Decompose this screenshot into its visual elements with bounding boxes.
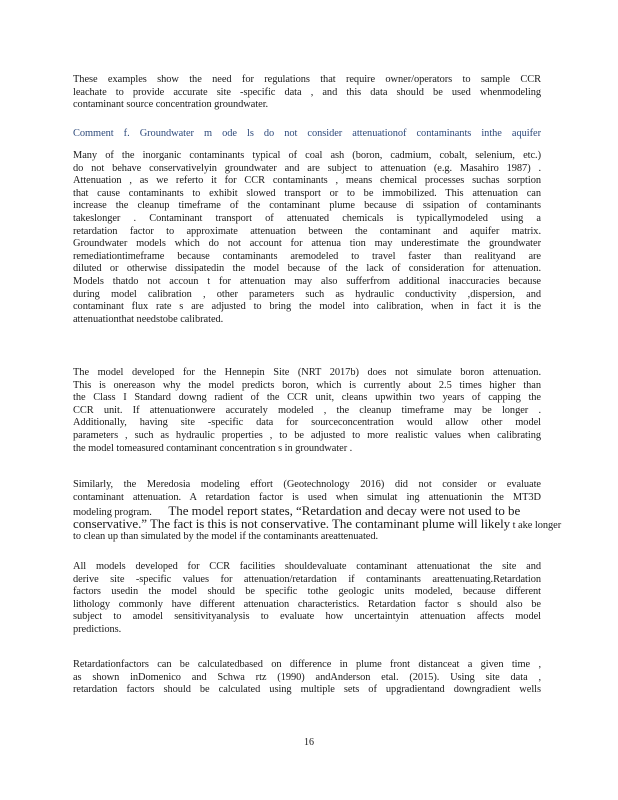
text-line: contaminant flux rate s are adjusted to bring the model into calibration, when in fact it is the <box>73 301 541 313</box>
quoted-statement: conservative.” The fact is this is not conservative. The contaminant plume will likely <box>73 516 511 532</box>
text-line: contaminant attenuation. A retardation factor is used when simulat ing attenuationin the MT3D <box>73 491 541 503</box>
text-line: Comment f. Groundwater m ode ls do not consider attenuationof contaminants inthe aquifer <box>73 128 541 139</box>
text-line: CCR unit. If attenuationwere accurately modeled , the cleanup timeframe may be longer . <box>73 404 541 416</box>
comment-heading <box>73 128 541 141</box>
text-line: leachate to provide accurate site -specific data , and this data should be used whenmodeling <box>73 86 541 98</box>
paragraph-all-models <box>73 561 541 637</box>
text-line: do not behave conservativelyin groundwater and are subject to attenuation (e.g. Masahiro 1987) . <box>73 162 541 174</box>
paragraph-retardation-factors <box>73 659 541 697</box>
text-line: as shown inDomenico and Schwa rtz (1990) andAnderson etal. (2015). Using site data , <box>73 671 541 683</box>
text-line: the Class I Standard downg radient of the CCR unit, cleans upwithin two years of capping the <box>73 392 541 404</box>
text-line: parameters , such as hydraulic properties , to be adjusted to more realistic values when calibrating <box>73 429 541 441</box>
text-line: contaminant source concentration groundwater. <box>73 99 269 111</box>
text-line: diluted or otherwise dissipatedin the model because of the lack of consideration for attenuation. <box>73 263 541 275</box>
text-line: Similarly, the Meredosia modeling effort (Geotechnology 2016) did not consider or evaluate <box>73 479 541 490</box>
paragraph-attenuation <box>73 150 541 326</box>
text-line: lithology commonly have different attenuation characteristics. Retardation factor s should also be <box>73 598 541 610</box>
paragraph-regulations <box>73 74 541 112</box>
text-line: Groundwater models which do not account for attenua tion may underestimate the groundwater <box>73 238 541 250</box>
paragraph-meredosia <box>73 479 562 544</box>
text-fragment: modeling program. <box>73 507 152 519</box>
text-line: Models thatdo not accoun t for attenuation may also sufferfrom additional inaccuracies because <box>73 275 541 287</box>
text-fragment: t ake longer <box>512 520 562 532</box>
text-line: remediationtimeframe because contaminants aremodeled to travel faster than realityand are <box>73 250 541 262</box>
text-line: attenuationthat needstobe calibrated. <box>73 313 224 325</box>
page-number: 16 <box>304 737 314 748</box>
text-line: This is onereason why the model predicts boron, which is currently about 2.5 times higher than <box>73 379 541 391</box>
text-line: retardation factor to approximate attenuation between the contaminant and aquifer matrix. <box>73 225 541 237</box>
text-line: during model calibration , other parameters such as hydraulic conductivity ,dispersion, and <box>73 288 541 300</box>
text-line: takeslonger . Contaminant transport of attenuated chemicals is typicallymodeled using a <box>73 212 541 224</box>
text-line: subject to amodel sensitivityanalysis to evaluate how uncertaintyin attenuation affects model <box>73 611 541 623</box>
mixed-line <box>73 516 562 532</box>
text-line: Retardationfactors can be calculatedbased on difference in plume front distanceat a given time , <box>73 659 541 670</box>
text-line: to clean up than simulated by the model if the contaminants areattenuated. <box>73 531 379 543</box>
text-line: factors usedin the model should be specific tothe geologic units modeled, because different <box>73 586 541 598</box>
text-line: derive site -specific values for attenuation/retardation if contaminants areattenuating.Retardation <box>73 573 541 585</box>
text-line: All models developed for CCR facilities shouldevaluate contaminant attenuationat the site and <box>73 561 541 572</box>
text-line: that cause contaminants to exhibit slowed transport or to be immobilized. This attenuation can <box>73 187 541 199</box>
text-line: Many of the inorganic contaminants typical of coal ash (boron, cadmium, cobalt, selenium, etc.) <box>73 150 541 161</box>
paragraph-hennepin <box>73 367 541 455</box>
text-line: the model tomeasured contaminant concentration s in groundwater . <box>73 442 353 454</box>
text-line: The model developed for the Hennepin Site (NRT 2017b) does not simulate boron attenuation. <box>73 367 541 378</box>
quoted-statement: The model report states, “Retardation and decay were not used to be <box>168 503 521 519</box>
text-line: retardation factors should be calculated using multiple sets of upgradientand downgradient wells <box>73 684 541 696</box>
text-line: These examples show the need for regulations that require owner/operators to sample CCR <box>73 74 541 85</box>
text-line: Additionally, having site -specific data for sourceconcentration would allow other model <box>73 417 541 429</box>
text-line: Attenuation , as we referto it for CCR contaminants , means chemical processes suchas sorption <box>73 175 541 187</box>
text-line: increase the cleanup timeframe of the contaminant plume because di ssipation of contaminants <box>73 200 541 212</box>
text-line: predictions. <box>73 623 122 635</box>
